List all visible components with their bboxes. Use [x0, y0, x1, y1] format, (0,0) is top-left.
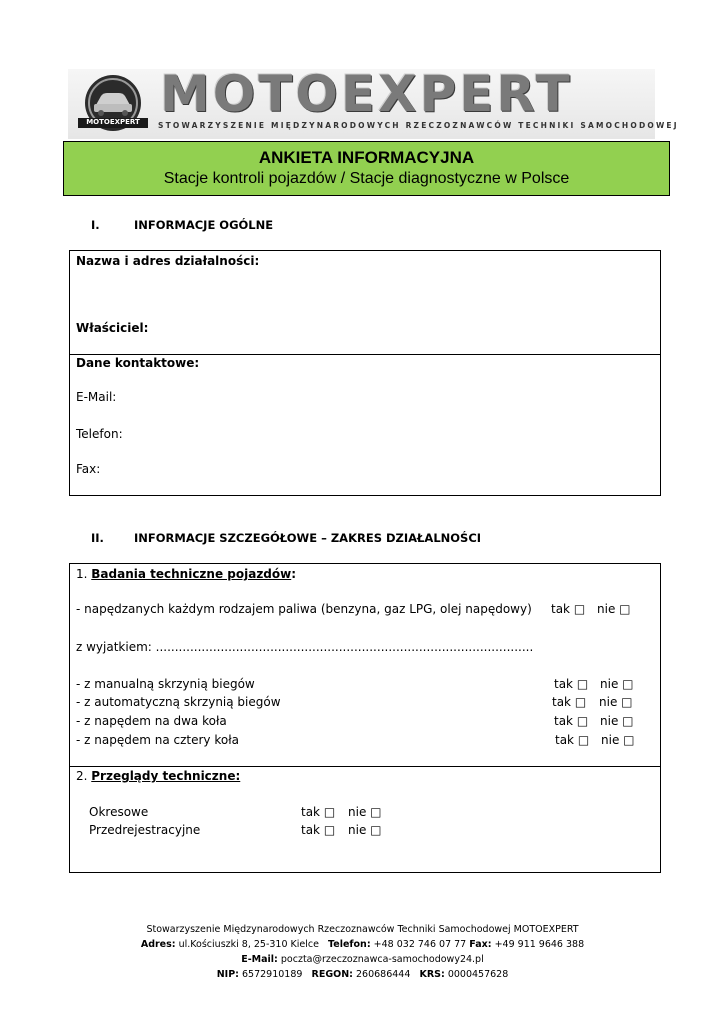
- footer-nip-label: NIP:: [216, 969, 239, 980]
- preregistration-no-checkbox[interactable]: nie □: [348, 823, 382, 837]
- footer-krs: 0000457628: [447, 969, 509, 980]
- section-1-number: I.: [91, 218, 100, 232]
- fuel-item: - napędzanych każdym rodzajem paliwa (benzyna, gaz LPG, olej napędowy): [76, 602, 532, 616]
- preregistration-yes-checkbox[interactable]: tak □: [301, 823, 336, 837]
- list-item: Okresowe: [89, 805, 149, 819]
- section-2-title: INFORMACJE SZCZEGÓŁOWE – ZAKRES DZIAŁALNOŚCI: [134, 531, 482, 545]
- general-info-box: [69, 250, 661, 496]
- list-item: - z manualną skrzynią biegów: [76, 677, 255, 691]
- except-field[interactable]: z wyjatkiem: ...................................................................................................: [76, 640, 534, 654]
- footer-email-label: E-Mail:: [241, 954, 278, 965]
- periodic-no-checkbox[interactable]: nie □: [348, 805, 382, 819]
- section-1-heading: [91, 218, 491, 234]
- four-wheel-no-checkbox[interactable]: nie □: [601, 733, 635, 747]
- q1-title: Badania techniczne pojazdów: [91, 567, 292, 581]
- list-item: - z automatyczną skrzynią biegów: [76, 695, 281, 709]
- email-label: E-Mail:: [76, 390, 117, 404]
- footer-phone-label: Telefon:: [328, 939, 371, 950]
- business-name-label: Nazwa i adres działalności:: [76, 254, 260, 268]
- footer-fax: +49 911 9646 388: [494, 939, 585, 950]
- logo-banner: [68, 65, 679, 139]
- footer-regon: 260686444: [355, 969, 411, 980]
- divider: [70, 354, 660, 355]
- list-item: Przedrejestracyjne: [89, 823, 201, 837]
- footer-krs-label: KRS:: [419, 969, 445, 980]
- fax-label: Fax:: [76, 462, 101, 476]
- phone-label: Telefon:: [76, 427, 123, 441]
- form-subtitle: Stacje kontroli pojazdów / Stacje diagnostyczne w Polsce: [163, 170, 570, 187]
- manual-yes-checkbox[interactable]: tak □: [554, 677, 589, 691]
- owner-label: Właściciel:: [76, 321, 149, 335]
- q2-heading: [76, 769, 240, 783]
- footer-address-label: Adres:: [140, 939, 176, 950]
- footer-org-name: Stowarzyszenie Międzynarodowych Rzeczoznawców Techniki Samochodowej MOTOEXPERT: [146, 924, 579, 935]
- footer-ids-line: [0, 967, 725, 982]
- footer: [0, 922, 725, 982]
- brand-subtitle: STOWARZYSZENIE MIĘDZYNARODOWYCH RZECZOZNAWCÓW TECHNIKI SAMOCHODOWEJ: [158, 121, 679, 130]
- footer-email[interactable]: poczta@rzeczoznawca-samochodowy24.pl: [280, 954, 484, 965]
- q2-number: 2.: [76, 769, 92, 783]
- manual-no-checkbox[interactable]: nie □: [600, 677, 634, 691]
- automatic-yes-checkbox[interactable]: tak □: [552, 695, 587, 709]
- footer-nip: 6572910189: [242, 969, 303, 980]
- q2-title: Przeglądy techniczne:: [91, 769, 241, 783]
- periodic-yes-checkbox[interactable]: tak □: [301, 805, 336, 819]
- q1-heading: [76, 567, 296, 581]
- contact-label: Dane kontaktowe:: [76, 356, 200, 370]
- footer-contact-line: [0, 937, 725, 952]
- list-item: - z napędem na dwa koła: [76, 714, 227, 728]
- q1-colon: :: [291, 567, 297, 581]
- footer-fax-label: Fax:: [469, 939, 492, 950]
- two-wheel-yes-checkbox[interactable]: tak □: [554, 714, 589, 728]
- list-item: - z napędem na cztery koła: [76, 733, 239, 747]
- footer-regon-label: REGON:: [311, 969, 353, 980]
- form-title: ANKIETA INFORMACYJNA: [258, 148, 475, 167]
- footer-email-line: [0, 952, 725, 967]
- footer-address: ul.Kościuszki 8, 25-310 Kielce: [178, 939, 319, 950]
- fuel-no-checkbox[interactable]: nie □: [597, 602, 631, 616]
- section-1-title: INFORMACJE OGÓLNE: [134, 218, 274, 232]
- automatic-no-checkbox[interactable]: nie □: [599, 695, 633, 709]
- activity-scope-box: [69, 563, 661, 873]
- two-wheel-no-checkbox[interactable]: nie □: [600, 714, 634, 728]
- fuel-yes-checkbox[interactable]: tak □: [551, 602, 586, 616]
- q1-number: 1.: [76, 567, 92, 581]
- section-2-heading: [91, 531, 591, 547]
- divider: [70, 766, 660, 767]
- brand-name: MOTOEXPERT: [160, 65, 573, 123]
- four-wheel-yes-checkbox[interactable]: tak □: [555, 733, 590, 747]
- section-2-number: II.: [91, 531, 104, 545]
- form-title-box: [63, 141, 670, 196]
- badge-text: MOTOEXPERT: [86, 118, 140, 126]
- footer-phone: +48 032 746 07 77: [373, 939, 467, 950]
